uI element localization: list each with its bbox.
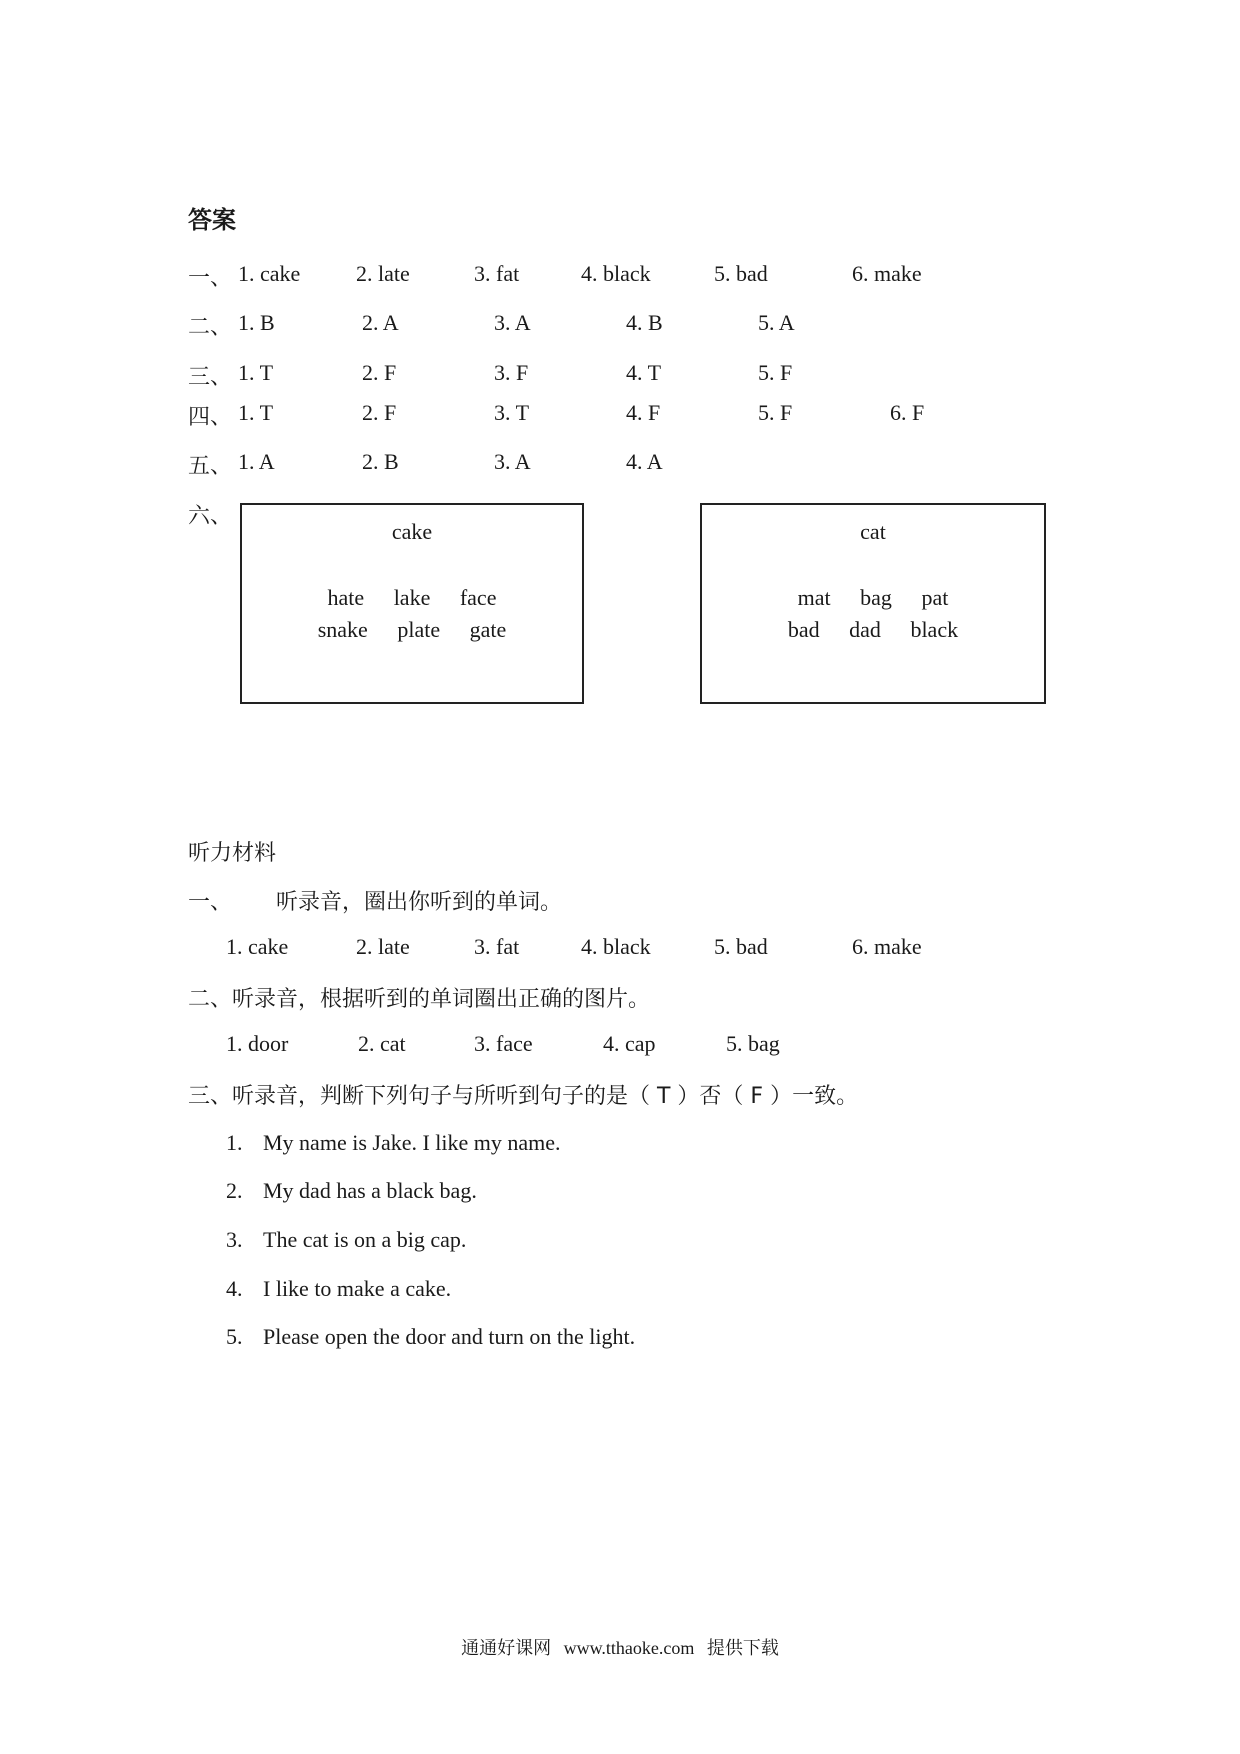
sentence-text: My name is Jake. I like my name. [263,1130,561,1155]
word: pat [921,585,949,610]
word-box-heading: cat [860,519,886,544]
word-box-heading: cake [391,519,433,544]
word: gate [469,617,507,642]
answer-item: 6. make [852,261,922,286]
listening-item: 3. face [474,1031,533,1056]
answer-item: 1. T [238,400,274,425]
listening-part3-heading: 三、听录音，判断下列句子与所听到句子的是（ T ）否（ F ）一致。 [188,1084,859,1109]
answer-item: 4. black [581,261,651,286]
answer-item: 3. T [494,400,530,425]
answer-item: 1. T [238,360,274,385]
answer-item: 3. fat [474,261,520,286]
answer-item: 5. F [758,400,793,425]
listening-item: 3. fat [474,934,520,959]
answer-item: 2. F [362,400,397,425]
answer-item: 6. F [890,400,925,425]
answer-item: 1. B [238,310,275,335]
answer-item: 4. A [626,449,663,474]
listening-title: 听力材料 [188,841,277,866]
listening-item: 2. late [356,934,410,959]
word: dad [849,617,881,642]
word: bag [860,585,892,610]
answer-row-4-label: 四、 [188,405,233,430]
listening-item: 6. make [852,934,922,959]
word: plate [397,617,441,642]
answer-item: 3. F [494,360,529,385]
footer-suffix: 提供下载 [706,1638,779,1659]
answer-item: 2. A [362,310,399,335]
answer-item: 5. A [758,310,795,335]
answer-item: 2. B [362,449,399,474]
sentence-text: I like to make a cake. [263,1276,452,1301]
word-row [242,585,582,611]
answer-item: 4. T [626,360,662,385]
sentence-number: 1. [226,1130,243,1155]
word-row [702,617,1044,643]
answer-item: 2. F [362,360,397,385]
word-row [702,585,1044,611]
answer-row-6-label: 六、 [188,504,233,529]
sentence-number: 4. [226,1276,243,1301]
word-box-cake [240,503,584,704]
answer-row-3-label: 三、 [188,365,233,390]
sentence-number: 3. [226,1227,243,1252]
footer-site-name: 通通好课网 [461,1638,552,1659]
footer [0,1634,1240,1660]
answer-row-5-label: 五、 [188,454,233,479]
answer-item: 4. F [626,400,661,425]
word: mat [797,585,831,610]
listening-item: 1. door [226,1031,289,1056]
listening-part2-heading: 二、听录音，根据听到的单词圈出正确的图片。 [188,987,651,1012]
listening-part1-label: 一、 [188,890,233,915]
word: snake [317,617,368,642]
answer-row-1-label: 一、 [188,266,233,291]
listening-item: 1. cake [226,934,289,959]
word: black [910,617,959,642]
answer-row-2-label: 二、 [188,315,233,340]
listening-item: 4. black [581,934,651,959]
listening-item: 5. bad [714,934,768,959]
listening-item: 2. cat [358,1031,406,1056]
sentence-number: 2. [226,1178,243,1203]
word: lake [393,585,431,610]
answer-item: 1. cake [238,261,301,286]
sentence-text: Please open the door and turn on the light. [263,1324,636,1349]
word-row [242,617,582,643]
word: hate [327,585,365,610]
answer-item: 1. A [238,449,275,474]
footer-url[interactable]: www.tthaoke.com [563,1638,695,1658]
listening-item: 4. cap [603,1031,656,1056]
sentence-number: 5. [226,1324,243,1349]
word-box-cat [700,503,1046,704]
answer-item: 5. bad [714,261,768,286]
answer-item: 5. F [758,360,793,385]
listening-part1-instruction: 听录音，圈出你听到的单词。 [276,890,563,915]
word: face [459,585,497,610]
sentence-text: My dad has a black bag. [263,1178,477,1203]
answer-item: 2. late [356,261,410,286]
answer-title: 答案 [188,206,236,234]
answer-item: 3. A [494,449,531,474]
answer-item: 4. B [626,310,663,335]
word: bad [787,617,820,642]
sentence-text: The cat is on a big cap. [263,1227,467,1252]
listening-item: 5. bag [726,1031,780,1056]
answer-item: 3. A [494,310,531,335]
